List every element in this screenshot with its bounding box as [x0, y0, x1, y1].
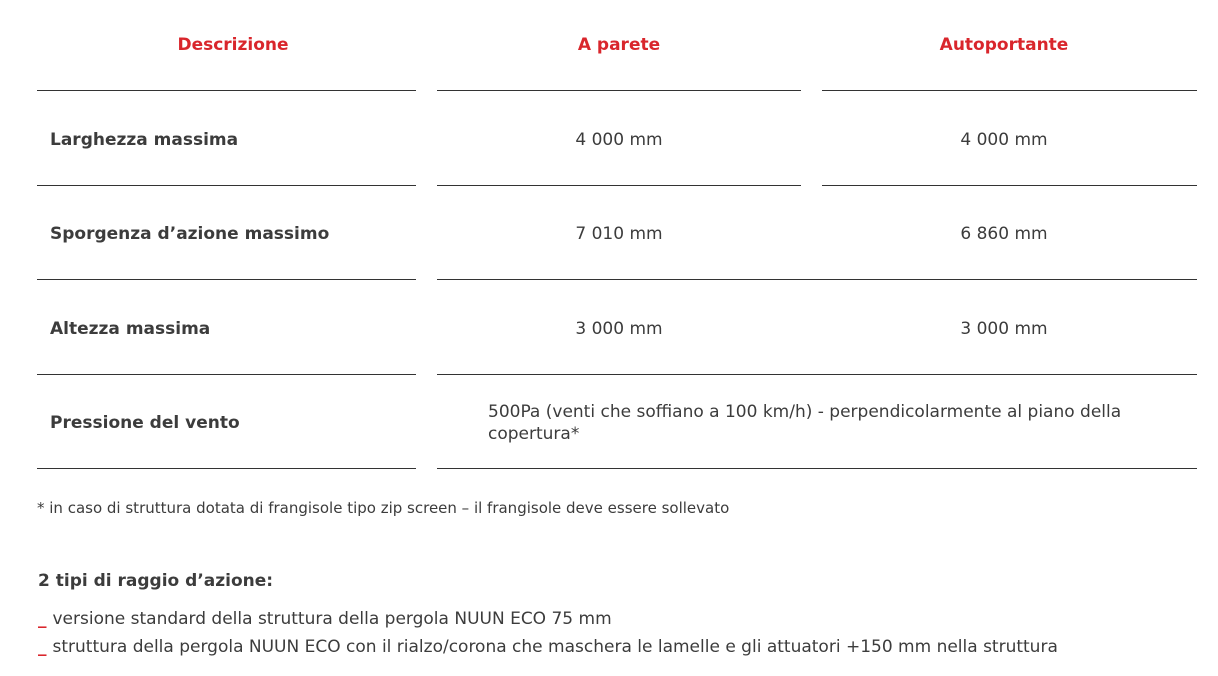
row-value-wind: 500Pa (venti che soffiano a 100 km/h) - perpendicolarmente al piano della copertura* [488, 402, 1122, 444]
row-value-freestanding: 3 000 mm [960, 319, 1048, 339]
row-value-wall: 7 010 mm [575, 224, 663, 244]
header-freestanding: Autoportante [939, 35, 1069, 55]
table-divider [437, 374, 1197, 375]
list-item [38, 608, 612, 630]
row-label: Larghezza massima [50, 130, 239, 150]
row-label: Sporgenza d’azione massimo [50, 224, 330, 244]
table-divider [437, 468, 1197, 469]
table-divider [37, 468, 416, 469]
table-divider [822, 90, 1197, 91]
header-wall: A parete [577, 35, 661, 55]
row-label-wind: Pressione del vento [50, 413, 240, 433]
table-divider [437, 279, 1197, 280]
row-label: Altezza massima [50, 319, 211, 339]
row-value-wall: 3 000 mm [575, 319, 663, 339]
table-divider [822, 185, 1197, 186]
table-divider [437, 185, 801, 186]
table-divider [37, 374, 416, 375]
list-item-text: struttura della pergola NUUN ECO con il rialzo/corona che maschera le lamelle e gli attuatori +150 mm nella struttura [52, 637, 1058, 657]
footnote: * in caso di struttura dotata di frangisole tipo zip screen – il frangisole deve essere sollevato [37, 499, 730, 517]
bullet-marker: _ [38, 637, 47, 657]
table-divider [437, 90, 801, 91]
row-value-freestanding: 6 860 mm [960, 224, 1048, 244]
row-value-wall: 4 000 mm [575, 130, 663, 150]
list-item [38, 636, 1058, 658]
table-divider [37, 279, 416, 280]
bullet-marker: _ [38, 609, 47, 629]
row-value-freestanding: 4 000 mm [960, 130, 1048, 150]
list-item-text: versione standard della struttura della pergola NUUN ECO 75 mm [52, 609, 612, 629]
types-title: 2 tipi di raggio d’azione: [38, 571, 274, 591]
table-divider [37, 90, 416, 91]
table-divider [37, 185, 416, 186]
header-description: Descrizione [177, 35, 289, 55]
